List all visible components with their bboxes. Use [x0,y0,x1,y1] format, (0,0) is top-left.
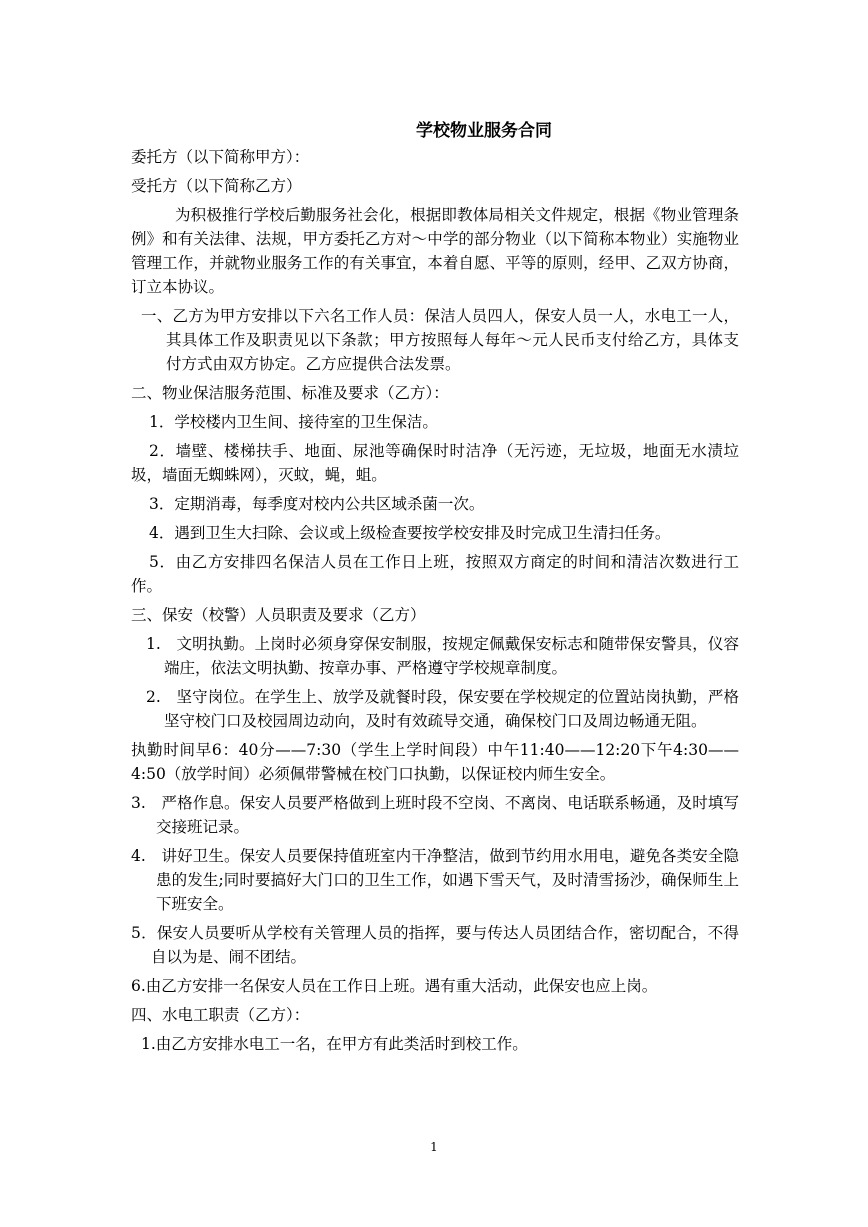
list-item: 1.由乙方安排水电工一名，在甲方有此类活时到校工作。 [141,1035,528,1053]
document-body [131,145,739,1061]
list-item: 5．保安人员要听从学校有关管理人员的指挥，要与传达人员团结合作，密切配合，不得自以为是、闹不团结。 [131,924,739,966]
list-item: 1．学校楼内卫生间、接待室的卫生保洁。 [149,413,438,431]
paragraph: 受托方（以下简称乙方） [131,177,302,195]
section-heading: 三、保安（校警）人员职责及要求（乙方） [131,606,426,624]
section-heading: 二、物业保洁服务范围、标准及要求（乙方）： [131,384,449,402]
list-item: 4．遇到卫生大扫除、会议或上级检查要按学校安排及时完成卫生清扫任务。 [149,524,671,542]
paragraph: 为积极推行学校后勤服务社会化，根据即教体局相关文件规定，根据《物业管理条例》和有关法律、法规，甲方委托乙方对～中学的部分物业（以下简称本物业）实施物业管理工作，并就物业服务工作的有关事宜，本着自愿、平等的原则，经甲、乙双方协商，订立本协议。 [131,206,739,296]
page-number: 1 [430,1140,438,1154]
list-item: 4. 讲好卫生。保安人员要保持值班室内干净整洁，做到节约用水用电，避免各类安全隐患的发生;同时要搞好大门口的卫生工作，如遇下雪天气，及时清雪扬沙，确保师生上下班安全。 [131,847,739,913]
paragraph: 执勤时间早6：40分——7:30（学生上学时间段）中午11:40——12:20下午4:30——4:50（放学时间）必须佩带警械在校门口执勤，以保证校内师生安全。 [131,741,739,783]
section-heading: 一、乙方为甲方安排以下六名工作人员：保洁人员四人，保安人员一人，水电工一人，其具体工作及职责见以下条款；甲方按照每人每年～元人民币支付给乙方，具体支付方式由双方协定。乙方应提供合法发票。 [141,307,739,373]
list-item: 2．墙壁、楼梯扶手、地面、尿池等确保时时洁净（无污迹，无垃圾，地面无水渍垃圾，墙面无蜘蛛网），灭蚊，蝇，蛆。 [131,442,739,484]
list-item: 3. 严格作息。保安人员要严格做到上班时段不空岗、不离岗、电话联系畅通，及时填写交接班记录。 [131,794,739,836]
document-title: 学校物业服务合同 [416,121,552,141]
list-item: 5．由乙方安排四名保洁人员在工作日上班，按照双方商定的时间和清洁次数进行工作。 [131,553,739,595]
list-item: 6.由乙方安排一名保安人员在工作日上班。遇有重大活动，此保安也应上岗。 [131,977,658,995]
list-item: 2. 坚守岗位。在学生上、放学及就餐时段，保安要在学校规定的位置站岗执勤，严格坚守校门口及校园周边动向，及时有效疏导交通，确保校门口及周边畅通无阻。 [146,688,739,730]
list-item: 1. 文明执勤。上岗时必须身穿保安制服，按规定佩戴保安标志和随带保安警具，仪容端庄，依法文明执勤、按章办事、严格遵守学校规章制度。 [146,635,739,677]
list-item: 3．定期消毒，每季度对校内公共区域杀菌一次。 [149,495,485,513]
section-heading: 四、水电工职责（乙方）： [131,1006,310,1024]
paragraph: 委托方（以下简称甲方）： [131,148,310,166]
